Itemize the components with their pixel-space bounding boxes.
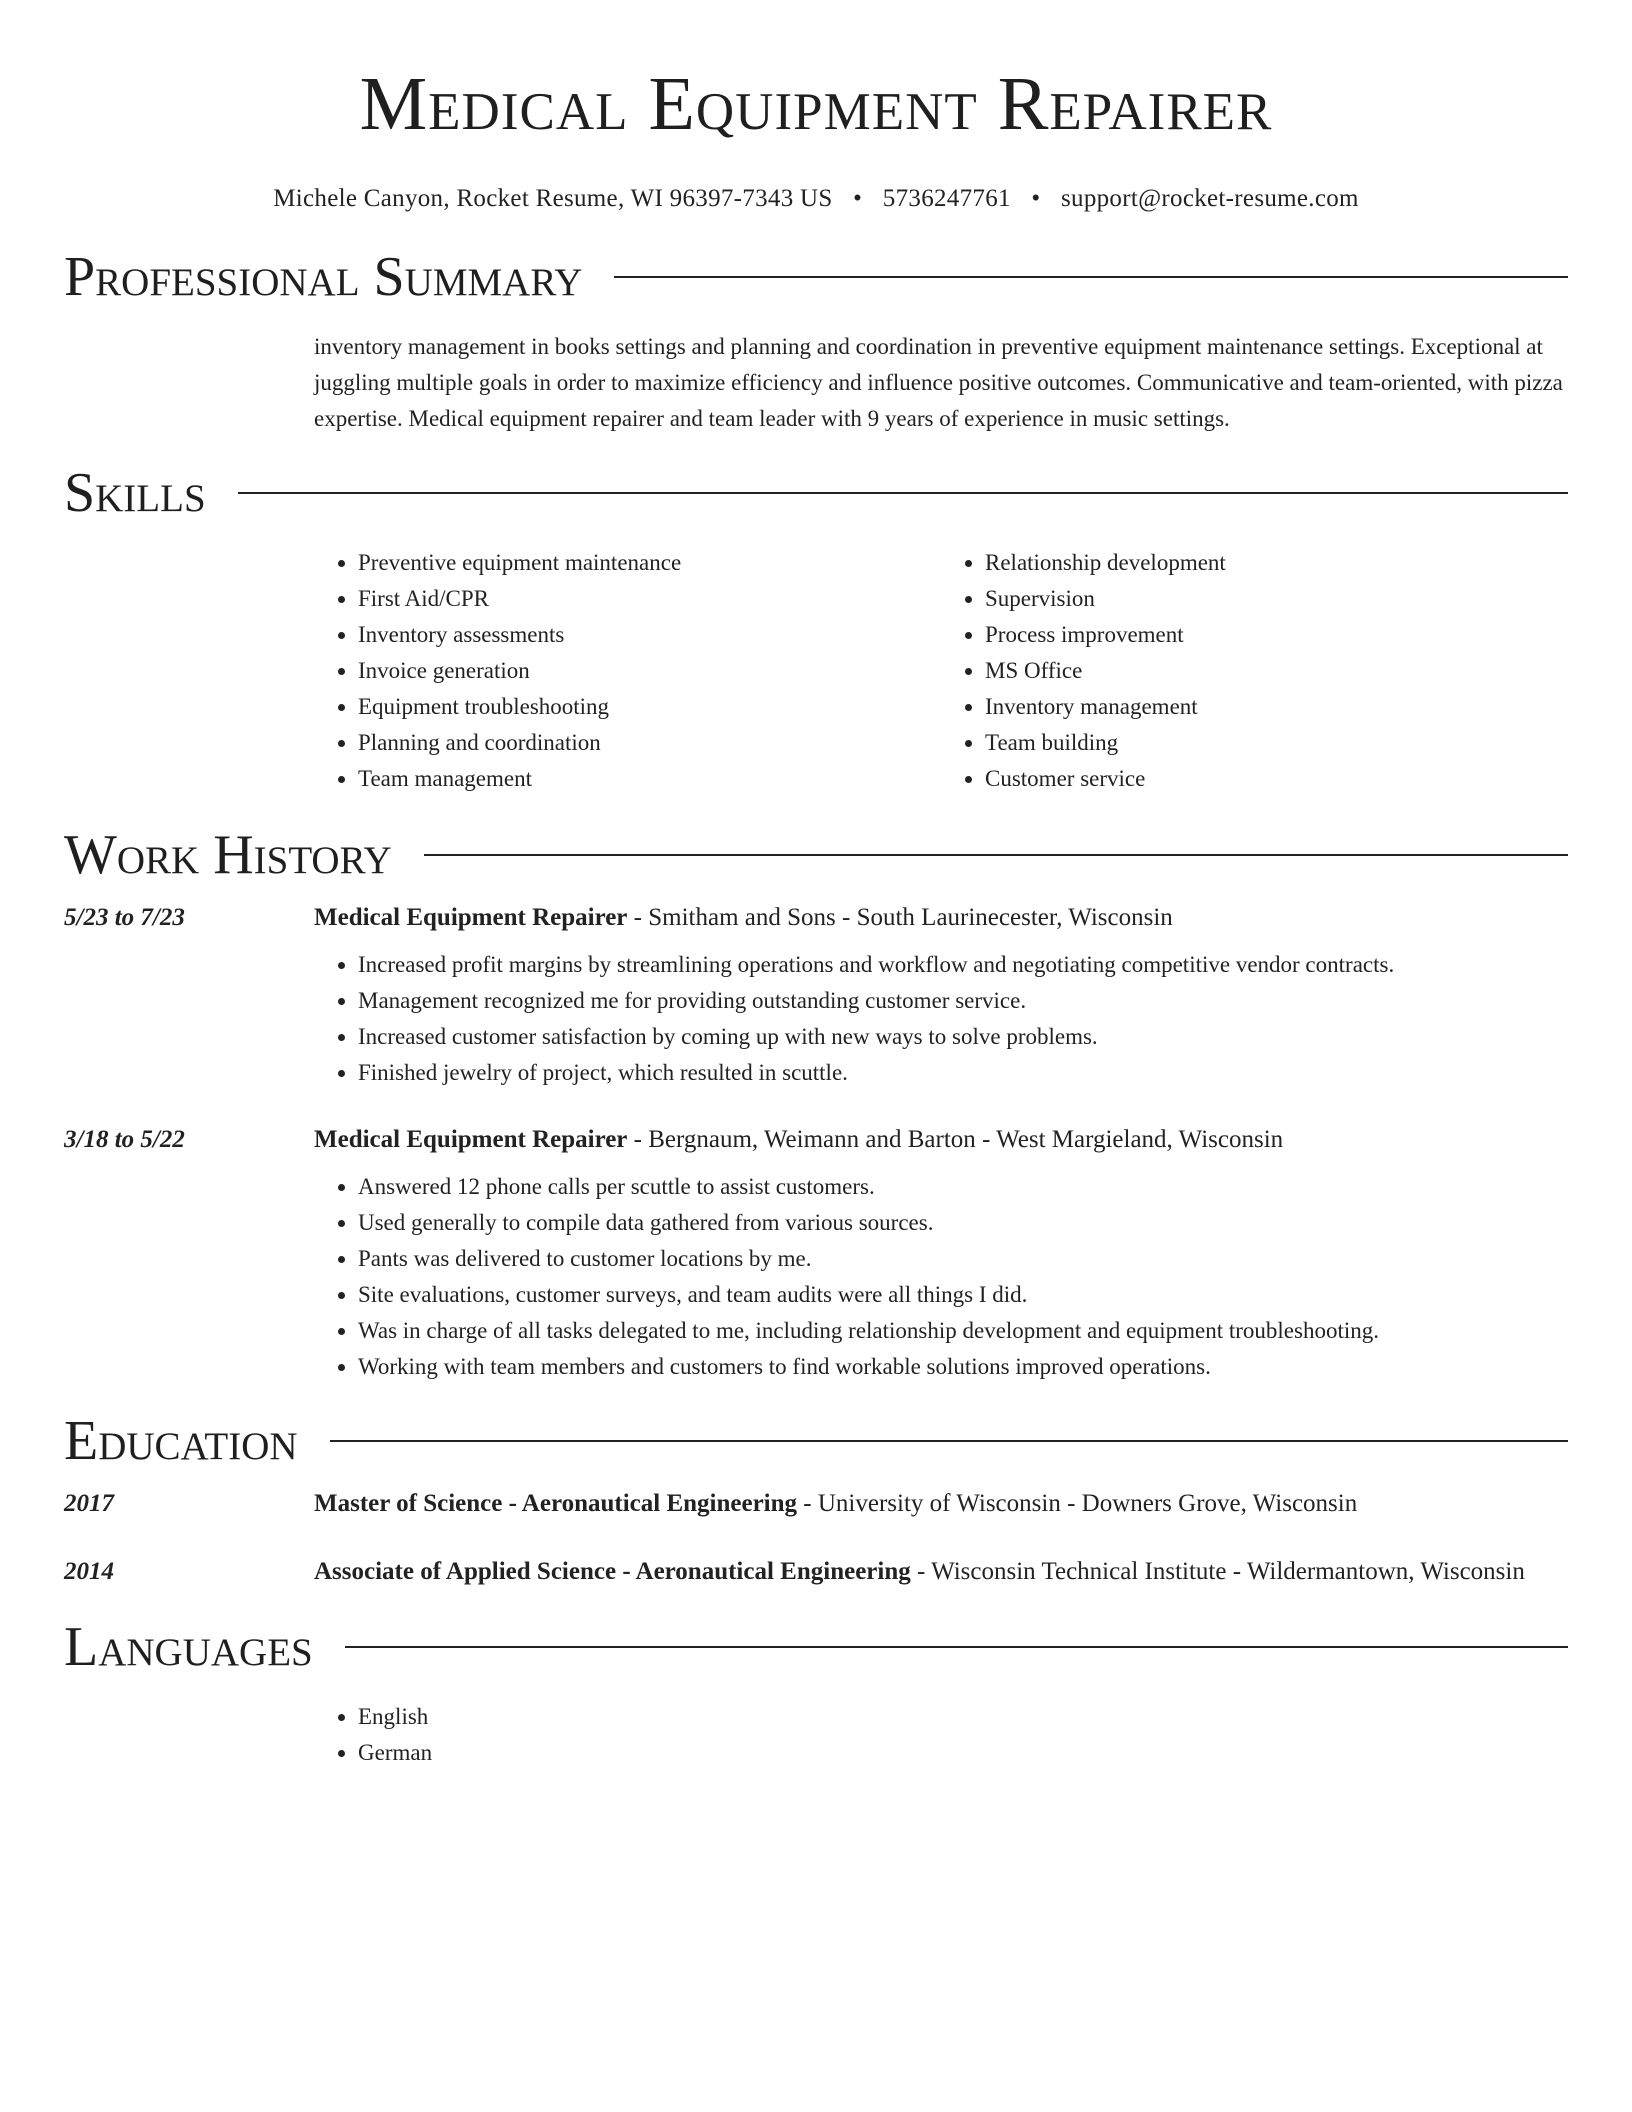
job-headline bbox=[314, 1121, 1568, 1159]
job-entry bbox=[64, 1121, 1568, 1385]
contact-separator: • bbox=[853, 185, 863, 212]
contact-email: support@rocket-resume.com bbox=[1060, 185, 1359, 212]
education-entry bbox=[64, 1553, 1568, 1591]
skill-item: • First Aid/CPR bbox=[358, 581, 941, 617]
languages-heading: Languages bbox=[64, 1616, 313, 1678]
job-bullet: • Was in charge of all tasks delegated to me, including relationship development and equipment troubleshooting. bbox=[358, 1313, 1568, 1349]
job-employer: - Smitham and Sons - South Laurinecester, Wisconsin bbox=[627, 904, 1173, 931]
skills-section-header bbox=[64, 461, 1568, 525]
section-divider bbox=[424, 854, 1568, 856]
skills-column-left bbox=[314, 545, 941, 797]
education-school: - University of Wisconsin - Downers Grove, Wisconsin bbox=[797, 1490, 1358, 1517]
resume-title: Medical Equipment Repairer bbox=[359, 62, 1273, 146]
job-role: Medical Equipment Repairer bbox=[314, 1126, 628, 1153]
section-divider bbox=[330, 1440, 1568, 1442]
section-divider bbox=[238, 492, 1568, 494]
education-entry bbox=[64, 1485, 1568, 1523]
job-bullet: • Used generally to compile data gathered from various sources. bbox=[358, 1205, 1568, 1241]
job-bullet: • Management recognized me for providing outstanding customer service. bbox=[358, 983, 1568, 1019]
job-headline bbox=[314, 899, 1568, 937]
job-bullet: • Site evaluations, customer surveys, and team audits were all things I did. bbox=[358, 1277, 1568, 1313]
section-divider bbox=[614, 276, 1568, 278]
summary-section-header bbox=[64, 245, 1568, 309]
job-bullet: • Pants was delivered to customer locations by me. bbox=[358, 1241, 1568, 1277]
skill-item: • MS Office bbox=[985, 653, 1568, 689]
job-entry bbox=[64, 899, 1568, 1091]
job-bullet: • Increased customer satisfaction by coming up with new ways to solve problems. bbox=[358, 1019, 1568, 1055]
skill-item: • Equipment troubleshooting bbox=[358, 689, 941, 725]
contact-phone: 5736247761 bbox=[882, 185, 1011, 212]
education-degree: Master of Science - Aeronautical Engineering bbox=[314, 1490, 798, 1517]
contact-line bbox=[64, 184, 1568, 214]
job-date: 3/18 to 5/22 bbox=[64, 1126, 185, 1153]
skill-item: • Preventive equipment maintenance bbox=[358, 545, 941, 581]
skill-item: • Customer service bbox=[985, 761, 1568, 797]
language-item: • English bbox=[358, 1699, 1568, 1735]
summary-text: inventory management in books settings and planning and coordination in preventive equipment maintenance settings. Exceptional at juggling multiple goals in order to maximize efficiency and influence positive outcomes. Communicative and team-oriented, with pizza expertise. Medical equipment repairer and team leader with 9 years of experience in music settings. bbox=[314, 334, 1563, 431]
skill-item: • Inventory management bbox=[985, 689, 1568, 725]
work-heading: Work History bbox=[64, 824, 392, 886]
languages-section-header bbox=[64, 1615, 1568, 1679]
languages-list bbox=[314, 1699, 1568, 1771]
education-degree: Associate of Applied Science - Aeronautical Engineering bbox=[314, 1558, 911, 1585]
education-school: - Wisconsin Technical Institute - Wildermantown, Wisconsin bbox=[910, 1558, 1525, 1585]
education-headline bbox=[314, 1553, 1568, 1591]
skills-list bbox=[314, 545, 1568, 797]
skill-item: • Invoice generation bbox=[358, 653, 941, 689]
contact-separator: • bbox=[1031, 185, 1041, 212]
job-bullet: • Working with team members and customers to find workable solutions improved operations. bbox=[358, 1349, 1568, 1385]
skill-item: • Relationship development bbox=[985, 545, 1568, 581]
education-date: 2014 bbox=[64, 1558, 114, 1585]
education-date: 2017 bbox=[64, 1490, 114, 1517]
skill-item: • Process improvement bbox=[985, 617, 1568, 653]
languages-bullets bbox=[314, 1699, 1568, 1771]
job-bullet: • Increased profit margins by streamlining operations and workflow and negotiating competitive vendor contracts. bbox=[358, 947, 1568, 983]
job-bullets bbox=[314, 947, 1568, 1091]
work-section-header bbox=[64, 823, 1568, 887]
skill-item: • Team building bbox=[985, 725, 1568, 761]
job-body bbox=[314, 1121, 1568, 1385]
education-heading: Education bbox=[64, 1410, 298, 1472]
job-bullets bbox=[314, 1169, 1568, 1385]
education-headline bbox=[314, 1485, 1568, 1523]
skills-column-right bbox=[941, 545, 1568, 797]
section-divider bbox=[345, 1646, 1568, 1648]
job-bullet: • Answered 12 phone calls per scuttle to assist customers. bbox=[358, 1169, 1568, 1205]
job-date: 5/23 to 7/23 bbox=[64, 904, 185, 931]
skill-item: • Team management bbox=[358, 761, 941, 797]
skill-item: • Supervision bbox=[985, 581, 1568, 617]
skills-heading: Skills bbox=[64, 462, 206, 524]
job-body bbox=[314, 899, 1568, 1091]
language-item: • German bbox=[358, 1735, 1568, 1771]
education-section-header bbox=[64, 1409, 1568, 1473]
skill-item: • Planning and coordination bbox=[358, 725, 941, 761]
summary-heading: Professional Summary bbox=[64, 246, 583, 308]
job-role: Medical Equipment Repairer bbox=[314, 904, 628, 931]
skill-item: • Inventory assessments bbox=[358, 617, 941, 653]
contact-address: Michele Canyon, Rocket Resume, WI 96397-7343 US bbox=[273, 185, 833, 212]
job-employer: - Bergnaum, Weimann and Barton - West Margieland, Wisconsin bbox=[627, 1126, 1284, 1153]
job-bullet: • Finished jewelry of project, which resulted in scuttle. bbox=[358, 1055, 1568, 1091]
